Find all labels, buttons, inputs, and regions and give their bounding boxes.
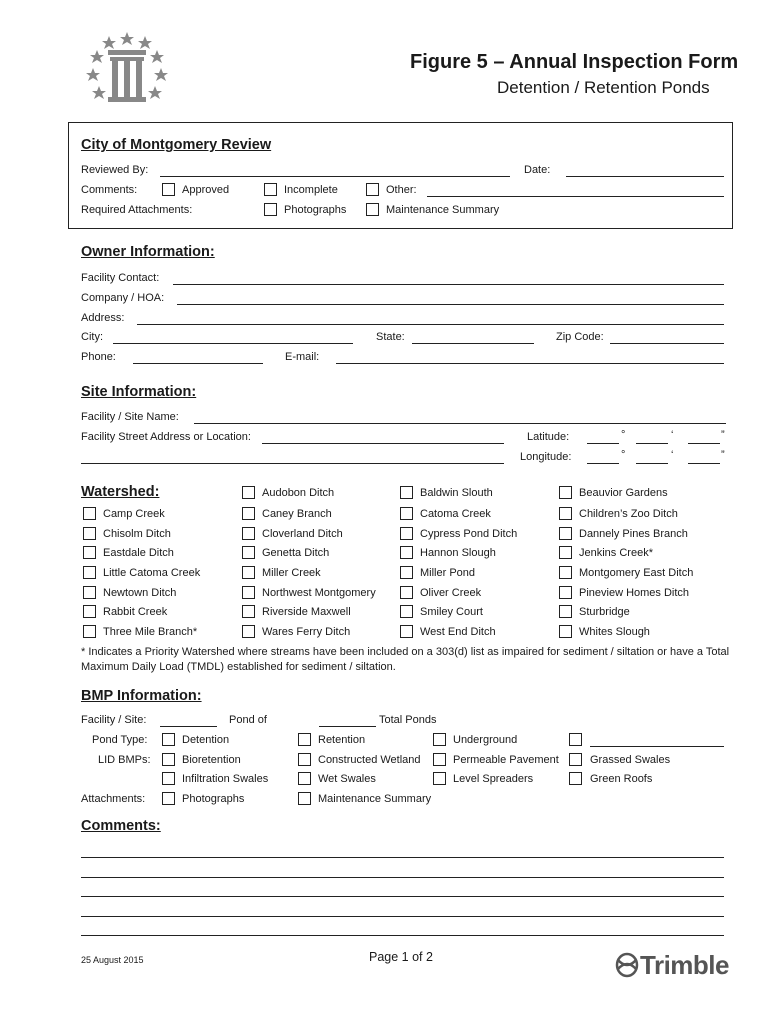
total-ponds-label: Total Ponds: [379, 714, 437, 726]
review-photographs-label: Photographs: [284, 204, 347, 216]
watershed-three-mile-branch-checkbox[interactable]: [83, 625, 96, 638]
other-label: Other:: [386, 184, 417, 196]
pond-type-other-field[interactable]: [590, 746, 724, 747]
required-attachments-label: Required Attachments:: [81, 204, 193, 216]
watershed-cloverland-ditch-label: Cloverland Ditch: [262, 528, 343, 540]
watershed-caney-branch-checkbox[interactable]: [242, 507, 255, 520]
latitude-deg-field[interactable]: [587, 443, 619, 444]
incomplete-label: Incomplete: [284, 184, 338, 196]
longitude-sec-field[interactable]: [688, 463, 720, 464]
watershed-dannely-pines-branch-label: Dannely Pines Branch: [579, 528, 688, 540]
watershed-hannon-slough-label: Hannon Slough: [420, 547, 496, 559]
watershed-montgomery-east-ditch-label: Montgomery East Ditch: [579, 567, 694, 579]
pond-number-field[interactable]: [160, 726, 217, 727]
trimble-wordmark: Trimble: [640, 950, 729, 980]
watershed-caney-branch-label: Caney Branch: [262, 508, 332, 520]
comments-line-2[interactable]: [81, 877, 724, 878]
underground-checkbox[interactable]: [433, 733, 446, 746]
watershed-children-s-zoo-ditch-label: Children’s Zoo Ditch: [579, 508, 678, 520]
watershed-miller-pond-checkbox[interactable]: [400, 566, 413, 579]
bioretention-checkbox[interactable]: [162, 753, 175, 766]
watershed-west-end-ditch-label: West End Ditch: [420, 626, 496, 638]
grassed-swales-label: Grassed Swales: [590, 754, 671, 766]
watershed-three-mile-branch-label: Three Mile Branch*: [103, 626, 198, 638]
infiltration-swales-checkbox[interactable]: [162, 772, 175, 785]
watershed-heading: Watershed:: [81, 484, 160, 500]
level-spreaders-checkbox[interactable]: [433, 772, 446, 785]
underground-label: Underground: [453, 734, 518, 746]
watershed-genetta-ditch-checkbox[interactable]: [242, 546, 255, 559]
city-field[interactable]: [113, 343, 353, 344]
watershed-rabbit-creek-checkbox[interactable]: [83, 605, 96, 618]
detention-checkbox[interactable]: [162, 733, 175, 746]
review-maintenance-label: Maintenance Summary: [386, 204, 500, 216]
comments-line-3[interactable]: [81, 896, 724, 897]
zip-field[interactable]: [610, 343, 724, 344]
green-roofs-checkbox[interactable]: [569, 772, 582, 785]
watershed-wares-ferry-ditch-checkbox[interactable]: [242, 625, 255, 638]
other-field[interactable]: [427, 196, 724, 197]
company-field[interactable]: [177, 304, 724, 305]
approved-checkbox[interactable]: [162, 183, 175, 196]
longitude-min-field[interactable]: [636, 463, 668, 464]
watershed-miller-creek-label: Miller Creek: [262, 567, 321, 579]
watershed-jenkins-creek-checkbox[interactable]: [559, 546, 572, 559]
watershed-newtown-ditch-label: Newtown Ditch: [103, 587, 177, 599]
watershed-genetta-ditch-label: Genetta Ditch: [262, 547, 330, 559]
reviewed-by-field[interactable]: [160, 176, 510, 177]
watershed-children-s-zoo-ditch-checkbox[interactable]: [559, 507, 572, 520]
retention-checkbox[interactable]: [298, 733, 311, 746]
other-checkbox[interactable]: [366, 183, 379, 196]
watershed-catoma-creek-label: Catoma Creek: [420, 508, 491, 520]
watershed-newtown-ditch-checkbox[interactable]: [83, 586, 96, 599]
email-field[interactable]: [336, 363, 724, 364]
latitude-deg-symbol: °: [621, 429, 626, 441]
retention-label: Retention: [318, 734, 366, 746]
permeable-pavement-checkbox[interactable]: [433, 753, 446, 766]
facility-name-field[interactable]: [194, 423, 726, 424]
date-label: Date:: [524, 164, 551, 176]
incomplete-checkbox[interactable]: [264, 183, 277, 196]
watershed-smiley-court-label: Smiley Court: [420, 606, 483, 618]
latitude-min-symbol: ‘: [671, 429, 674, 441]
longitude-sec-symbol: ”: [721, 449, 725, 461]
wet-swales-checkbox[interactable]: [298, 772, 311, 785]
permeable-pavement-label: Permeable Pavement: [453, 754, 559, 766]
green-roofs-label: Green Roofs: [590, 773, 653, 785]
comments-heading: Comments:: [81, 818, 161, 834]
watershed-baldwin-slouth-label: Baldwin Slouth: [420, 487, 493, 499]
watershed-baldwin-slouth-checkbox[interactable]: [400, 486, 413, 499]
constructed-wetland-label: Constructed Wetland: [318, 754, 421, 766]
address-label: Address:: [81, 312, 125, 324]
watershed-camp-creek-checkbox[interactable]: [83, 507, 96, 520]
watershed-hannon-slough-checkbox[interactable]: [400, 546, 413, 559]
owner-heading: Owner Information:: [81, 244, 215, 260]
watershed-west-end-ditch-checkbox[interactable]: [400, 625, 413, 638]
watershed-eastdale-ditch-label: Eastdale Ditch: [103, 547, 174, 559]
email-label: E-mail:: [285, 351, 320, 363]
latitude-sec-symbol: ”: [721, 429, 725, 441]
watershed-whites-slough-checkbox[interactable]: [559, 625, 572, 638]
date-field[interactable]: [566, 176, 724, 177]
grassed-swales-checkbox[interactable]: [569, 753, 582, 766]
watershed-oliver-creek-checkbox[interactable]: [400, 586, 413, 599]
watershed-northwest-montgomery-checkbox[interactable]: [242, 586, 255, 599]
city-label: City:: [81, 331, 103, 343]
watershed-chisolm-ditch-label: Chisolm Ditch: [103, 528, 171, 540]
latitude-sec-field[interactable]: [688, 443, 720, 444]
longitude-label: Longitude:: [520, 451, 572, 463]
company-label: Company / HOA:: [81, 292, 165, 304]
longitude-deg-field[interactable]: [587, 463, 619, 464]
reviewed-by-label: Reviewed By:: [81, 164, 149, 176]
phone-field[interactable]: [133, 363, 263, 364]
street-field-2[interactable]: [81, 463, 504, 464]
watershed-sturbridge-checkbox[interactable]: [559, 605, 572, 618]
watershed-dannely-pines-branch-checkbox[interactable]: [559, 527, 572, 540]
bmp-maintenance-label: Maintenance Summary: [318, 793, 432, 805]
watershed-montgomery-east-ditch-checkbox[interactable]: [559, 566, 572, 579]
watershed-chisolm-ditch-checkbox[interactable]: [83, 527, 96, 540]
site-heading: Site Information:: [81, 384, 197, 400]
watershed-northwest-montgomery-label: Northwest Montgomery: [262, 587, 376, 599]
longitude-deg-symbol: °: [621, 449, 626, 461]
watershed-miller-creek-checkbox[interactable]: [242, 566, 255, 579]
total-ponds-field[interactable]: [319, 726, 376, 727]
bmp-facility-label: Facility / Site:: [81, 714, 147, 726]
watershed-camp-creek-label: Camp Creek: [103, 508, 165, 520]
phone-label: Phone:: [81, 351, 116, 363]
watershed-cloverland-ditch-checkbox[interactable]: [242, 527, 255, 540]
pond-type-label: Pond Type:: [92, 734, 148, 746]
comments-line-1[interactable]: [81, 857, 724, 858]
constructed-wetland-checkbox[interactable]: [298, 753, 311, 766]
watershed-riverside-maxwell-checkbox[interactable]: [242, 605, 255, 618]
footer-page-number: Page 1 of 2: [369, 950, 433, 964]
watershed-audobon-ditch-label: Audobon Ditch: [262, 487, 335, 499]
watershed-rabbit-creek-label: Rabbit Creek: [103, 606, 168, 618]
facility-name-label: Facility / Site Name:: [81, 411, 179, 423]
form-title: Figure 5 – Annual Inspection Form: [410, 51, 739, 73]
watershed-beauvior-gardens-checkbox[interactable]: [559, 486, 572, 499]
comments-line-5[interactable]: [81, 935, 724, 936]
footer-date: 25 August 2015: [81, 955, 144, 965]
detention-label: Detention: [182, 734, 230, 746]
address-field[interactable]: [137, 324, 724, 325]
attachments-label: Attachments:: [81, 793, 146, 805]
bioretention-label: Bioretention: [182, 754, 241, 766]
infiltration-swales-label: Infiltration Swales: [182, 773, 269, 785]
watershed-eastdale-ditch-checkbox[interactable]: [83, 546, 96, 559]
watershed-whites-slough-label: Whites Slough: [579, 626, 650, 638]
watershed-pineview-homes-ditch-label: Pineview Homes Ditch: [579, 587, 690, 599]
watershed-pineview-homes-ditch-checkbox[interactable]: [559, 586, 572, 599]
watershed-oliver-creek-label: Oliver Creek: [420, 587, 482, 599]
bmp-photographs-label: Photographs: [182, 793, 245, 805]
watershed-riverside-maxwell-label: Riverside Maxwell: [262, 606, 351, 618]
watershed-cypress-pond-ditch-checkbox[interactable]: [400, 527, 413, 540]
facility-contact-label: Facility Contact:: [81, 272, 160, 284]
comments-label: Comments:: [81, 184, 138, 196]
watershed-little-catoma-creek-checkbox[interactable]: [83, 566, 96, 579]
watershed-little-catoma-creek-label: Little Catoma Creek: [103, 567, 201, 579]
watershed-sturbridge-label: Sturbridge: [579, 606, 630, 618]
watershed-miller-pond-label: Miller Pond: [420, 567, 476, 579]
review-heading: City of Montgomery Review: [81, 137, 272, 153]
bmp-heading: BMP Information:: [81, 688, 202, 704]
lid-bmps-label: LID BMPs:: [98, 754, 151, 766]
watershed-wares-ferry-ditch-label: Wares Ferry Ditch: [262, 626, 351, 638]
priority-watershed-note: * Indicates a Priority Watershed where streams have been included on a 303(d) list as impaired for sediment / siltation or have a Total Maximum Daily Load (TMDL) established for sediment / siltation.: [81, 646, 730, 673]
watershed-smiley-court-checkbox[interactable]: [400, 605, 413, 618]
street-field[interactable]: [262, 443, 504, 444]
pond-of-label: Pond of: [229, 714, 267, 726]
watershed-jenkins-creek-label: Jenkins Creek*: [579, 547, 653, 559]
city-seal-logo: [84, 30, 170, 108]
longitude-min-symbol: ‘: [671, 449, 674, 461]
latitude-label: Latitude:: [527, 431, 570, 443]
approved-label: Approved: [182, 184, 230, 196]
level-spreaders-label: Level Spreaders: [453, 773, 534, 785]
pond-type-other-checkbox[interactable]: [569, 733, 582, 746]
watershed-catoma-creek-checkbox[interactable]: [400, 507, 413, 520]
trimble-globe-icon: [614, 950, 640, 980]
bmp-maintenance-checkbox[interactable]: [298, 792, 311, 805]
watershed-beauvior-gardens-label: Beauvior Gardens: [579, 487, 668, 499]
state-field[interactable]: [412, 343, 534, 344]
zip-label: Zip Code:: [556, 331, 604, 343]
comments-line-4[interactable]: [81, 916, 724, 917]
review-maintenance-checkbox[interactable]: [366, 203, 379, 216]
street-label: Facility Street Address or Location:: [81, 431, 251, 443]
wet-swales-label: Wet Swales: [318, 773, 376, 785]
facility-contact-field[interactable]: [173, 284, 724, 285]
form-subtitle: Detention / Retention Ponds: [497, 78, 710, 97]
watershed-cypress-pond-ditch-label: Cypress Pond Ditch: [420, 528, 518, 540]
review-photographs-checkbox[interactable]: [264, 203, 277, 216]
state-label: State:: [376, 331, 405, 343]
latitude-min-field[interactable]: [636, 443, 668, 444]
watershed-audobon-ditch-checkbox[interactable]: [242, 486, 255, 499]
bmp-photographs-checkbox[interactable]: [162, 792, 175, 805]
